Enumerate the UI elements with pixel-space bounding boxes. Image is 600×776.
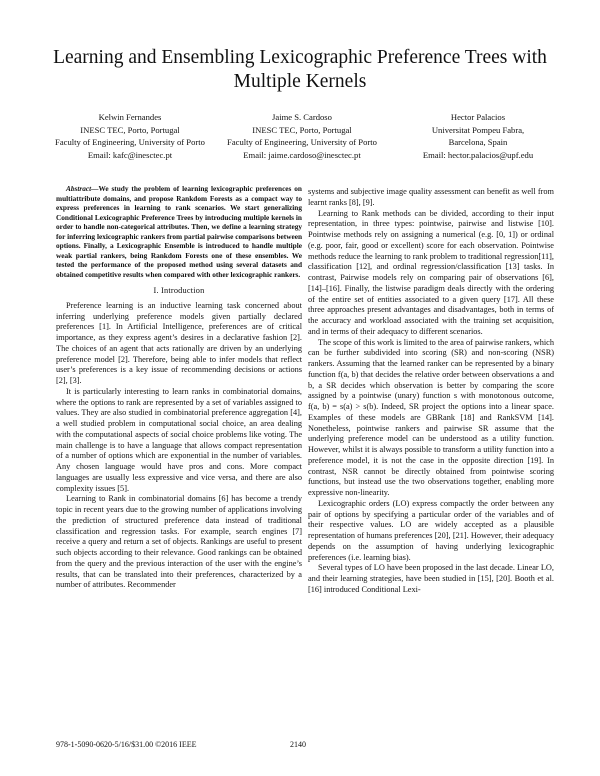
section-heading: I. Introduction xyxy=(153,286,205,295)
paragraph: Preference learning is an inductive learning task concerned about inferring underlying preference models given partially declared preferences [1]. In Artificial Intelligence, preferences are of critical importance, as they express agent’s desires in a declarative fashion [2]. The choices of an agent that acts rationally are driven by an underlying preference model [2]. Therefore, being able to infer models that reflect user’s preferences is a key issue of recommending decisions or actions [2], [3]. xyxy=(56,300,302,385)
abstract xyxy=(56,184,302,279)
author-email: Email: kafc@inesctec.pt xyxy=(87,149,173,160)
author-email: Email: jaime.cardoso@inesctec.pt xyxy=(243,149,361,160)
paragraph: Learning to Rank methods can be divided, according to their input representation, in three types: pointwise, pairwise and listwise [10]. Pointwise methods rely on assigning a numerical (e.g. [0, 1]) or ordinal (e.g. poor, fair, good or excellent) score for each observation. Pointwise methods reduce the learning to rank problem to traditional regression[11], classification [12], and ordinal regression/classification [13] tasks. In contrast, Pairwise models rely on comparing pair of observations [6], [14]–[16]. Finally, the listwise paradigm deals directly with the ordering of the entire set of entities associated to a given query [17]. All these three approaches present advantages and disadvantages, both in terms of the accuracy and workload associated with the training set acquisition, and in terms of their adequacy to different scenarios. xyxy=(308,208,554,336)
page-number: 2140 xyxy=(290,740,306,749)
right-column xyxy=(308,187,554,596)
abstract-lead: Abstract xyxy=(66,184,92,193)
author-affiliation: INESC TEC, Porto, Portugal xyxy=(252,124,352,135)
author-affiliation: Barcelona, Spain xyxy=(448,137,508,147)
paragraph: Several types of LO have been proposed in the last decade. Linear LO, and their learning strategies, have been studied in [15], [20]. Booth et al. [16] introduced Conditional Lexi- xyxy=(308,563,554,594)
paragraph: systems and subjective image quality assessment can benefit as well from learnt ranks [8], [9]. xyxy=(308,187,554,207)
paragraph: It is particularly interesting to learn ranks in combinatorial domains, where the options to rank are represented by a set of variables assigned to values. They are also studied in combinatorial preference aggregation [4], a well studied problem in computational social choice, an area dealing with the computational aspects of social choice problems like voting. The main challenge is to have a language that allows compact representation of a number of options which are exponential in the number of variables. Any chosen language would have pros and cons. More compact languages are usually less expressive and vice versa, and there are also complexity issues [5]. xyxy=(56,386,302,493)
left-column xyxy=(56,184,302,591)
author-affiliation: Faculty of Engineering, University of Porto xyxy=(227,137,377,147)
author-email: Email: hector.palacios@upf.edu xyxy=(422,149,534,160)
author-affiliation: Universitat Pompeu Fabra, xyxy=(431,124,525,135)
author-name: Hector Palacios xyxy=(450,112,506,122)
author-block-3 xyxy=(388,111,568,161)
author-affiliation: Faculty of Engineering, University of Porto xyxy=(55,137,205,147)
author-affiliation: INESC TEC, Porto, Portugal xyxy=(80,124,180,135)
paragraph: Lexicographic orders (LO) express compactly the order between any pair of options by specifying a particular order of the variables and of their respective values. LO are widely accepted as a plausible representation of humans preferences [20], [21]. However, their adequacy depends on the assumption of having underlying lexicographic preferences (i.e. learning bias). xyxy=(308,498,554,562)
author-block-1 xyxy=(40,111,220,161)
author-name: Kelwin Fernandes xyxy=(98,112,162,122)
abstract-text: —We study the problem of learning lexicographic preferences on multiattribute domains, and propose Rankdom Forests as a compact way to express preferences in learning to rank scenarios. We start generalizing Conditional Lexicographic Preference Trees by introducing multiple kernels in order to handle non-categorical attributes. Then, we define a learning strategy for inferring lexicographic rankers from partial pairwise comparisons between options. Finally, a Lexicographic Ensemble is introduced to handle multiple weak partial rankers, being Rankdom Forests one of these ensembles. We tested the performance of the proposed method using several datasets and obtained competitive results when compared with other lexicographic rankers. xyxy=(56,184,302,279)
author-block-2 xyxy=(212,111,392,161)
paragraph: Learning to Rank in combinatorial domains [6] has become a trendy topic in recent years due to the growing number of applications involving the prediction of structured preference data instead of traditional classification and regression tasks. For example, search engines [7] receive a query and return a set of objects. Rankings are useful to present such objects according to their relevance. Good rankings can be obtained from the query and the previous interaction of the user with the engine’s results, that can be translated into their preferences, characterized by a number of attributes. Recommender xyxy=(56,494,302,590)
paper-title: Learning and Ensembling Lexicographic Preference Trees with Multiple Kernels xyxy=(53,47,547,92)
paragraph: The scope of this work is limited to the area of pairwise rankers, which can be further subdivided into scoring (SR) and non-scoring (NSR) rankers. Assuming that the learned ranker can be represented by a binary function f(a, b) that decides the relative order between observations a and b, a SR decides which observation is better by comparing the score assigned by a pointwise (unary) function s with monotonous outcome, f(a, b) = s(a) > s(b). Indeed, SR project the options into a linear space. Examples of these models are GBRank [18] and RankSVM [14]. Nonetheless, pointwise rankers and pairwise SR assume that the underlying preference model can be understood as a utility function. However, whilst it is always possible to transform a utility function into a preference model, it is not the case in the opposite direction [19]. In contrast, NSR cannot be directly obtained from pointwise scoring functions, but instead use the two observations together, enabling more expressive non-linearity. xyxy=(308,337,554,497)
copyright-footer: 978-1-5090-0620-5/16/$31.00 ©2016 IEEE xyxy=(56,740,197,749)
author-name: Jaime S. Cardoso xyxy=(272,112,332,122)
